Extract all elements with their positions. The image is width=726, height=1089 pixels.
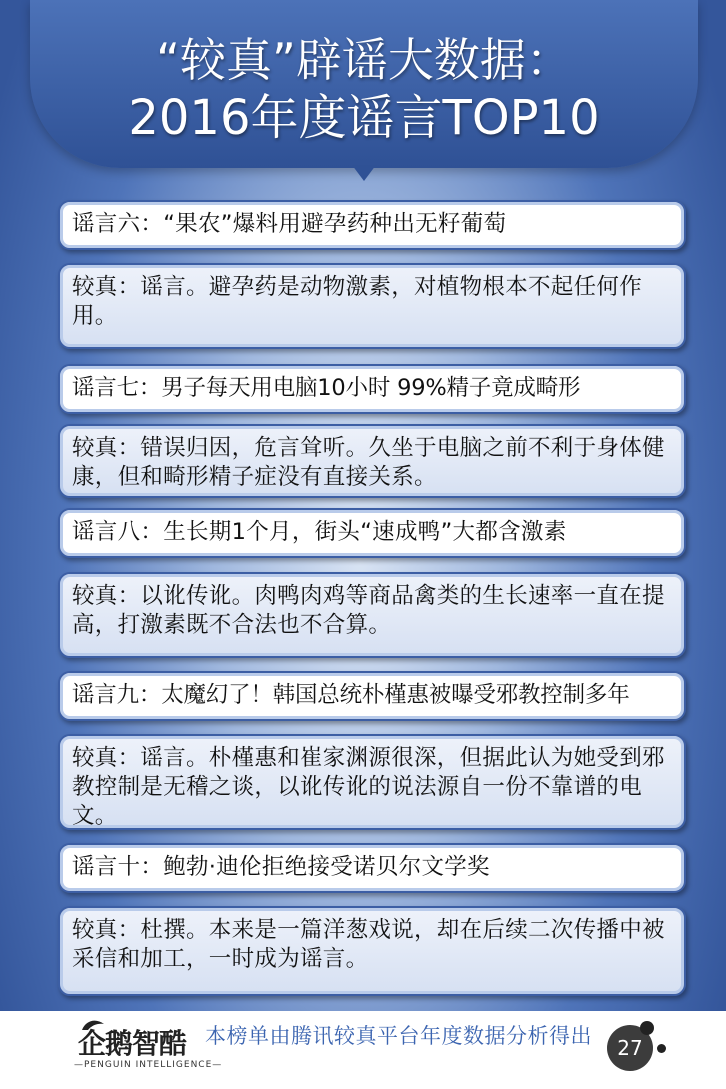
verdict-7-text: 较真：错误归因，危言耸听。久坐于电脑之前不利于身体健康，但和畸形精子症没有直接关系。 bbox=[72, 435, 665, 490]
rumor-8 bbox=[58, 508, 686, 558]
verdict-8 bbox=[58, 572, 686, 658]
page-title-line2: 2016年度谣言TOP10 bbox=[128, 90, 600, 146]
logo-text: 企鹅智酷 bbox=[78, 1027, 187, 1060]
verdict-9-text: 较真：谣言。朴槿惠和崔家渊源很深，但据此认为她受到邪教控制是无稽之谈，以讹传讹的说法源自一份不靠谱的电文。 bbox=[72, 745, 665, 829]
banner-pointer bbox=[352, 165, 376, 181]
rumor-10 bbox=[58, 843, 686, 893]
rumor-6 bbox=[58, 200, 686, 250]
logo bbox=[70, 1018, 223, 1078]
verdict-7 bbox=[58, 424, 686, 498]
verdict-6-text: 较真：谣言。避孕药是动物激素，对植物根本不起任何作用。 bbox=[72, 274, 643, 329]
verdict-9 bbox=[58, 734, 686, 830]
verdict-10 bbox=[58, 906, 686, 996]
source-note: 本榜单由腾讯较真平台年度数据分析得出 bbox=[205, 1024, 592, 1048]
verdict-10-text: 较真：杜撰。本来是一篇洋葱戏说，却在后续二次传播中被采信和加工，一时成为谣言。 bbox=[72, 917, 665, 972]
rumor-8-text: 谣言八：生长期1个月，街头“速成鸭”大都含激素 bbox=[72, 519, 567, 545]
logo-subtitle: —PENGUIN INTELLIGENCE— bbox=[74, 1060, 223, 1070]
rumor-7-text: 谣言七：男子每天用电脑10小时 99%精子竟成畸形 bbox=[72, 375, 581, 401]
rumor-9-text: 谣言九：太魔幻了！韩国总统朴槿惠被曝受邪教控制多年 bbox=[72, 682, 630, 708]
page-title-line1: “较真”辟谣大数据： bbox=[156, 33, 572, 87]
page-decor-dot bbox=[640, 1021, 654, 1035]
page-number: 27 bbox=[607, 1025, 653, 1071]
page-decor-dot-small bbox=[657, 1044, 666, 1053]
rumor-10-text: 谣言十：鲍勃·迪伦拒绝接受诺贝尔文学奖 bbox=[72, 854, 490, 880]
rumor-7 bbox=[58, 364, 686, 414]
verdict-8-text: 较真：以讹传讹。肉鸭肉鸡等商品禽类的生长速率一直在提高，打激素既不合法也不合算。 bbox=[72, 583, 665, 638]
verdict-6 bbox=[58, 263, 686, 349]
rumor-6-text: 谣言六：“果农”爆料用避孕药种出无籽葡萄 bbox=[72, 211, 507, 237]
rumor-9 bbox=[58, 671, 686, 721]
